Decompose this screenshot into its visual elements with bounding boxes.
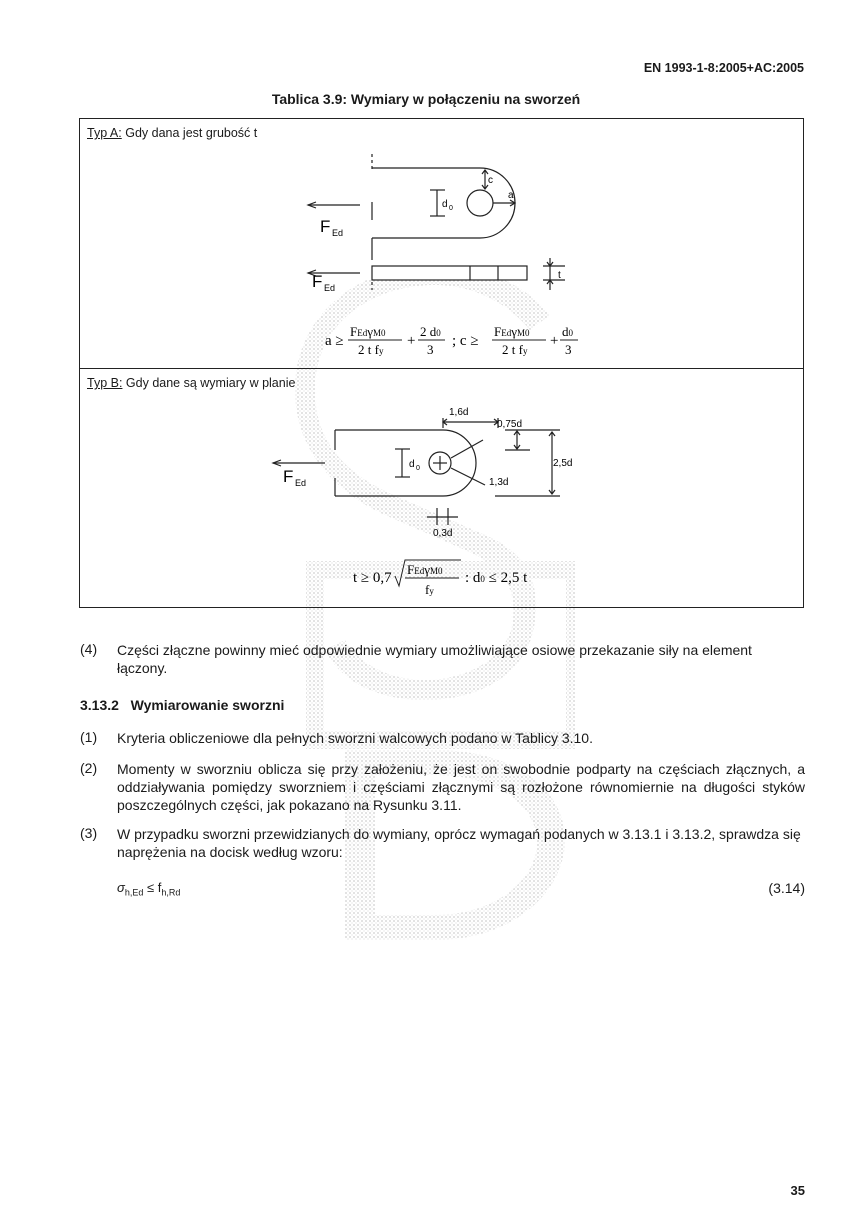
eq-rhs: f (157, 880, 162, 895)
force-sub-b: Ed (295, 478, 307, 488)
svg-text:FEdγM0: FEdγM0 (350, 324, 386, 339)
para-2-text: Momenty w sworzniu oblicza się przy założeniu, że jest on swobodnie podparty na częściach złącznych, a oddziaływania pomiędzy sworzniem i częściami złącznymi są rozłożone równomiernie na długości styków poszczególnych części, jak pokazano na Rysunku 3.11. (117, 761, 805, 813)
svg-text:: d0 ≤ 2,5 t: : d0 ≤ 2,5 t (465, 570, 528, 586)
type-a-text: Gdy dana jest grubość t (125, 126, 258, 140)
eq-lhs: σ (117, 880, 125, 895)
dim-0-3-label: 0,3d (433, 528, 453, 539)
table-title: Tablica 3.9: Wymiary w połączeniu na sworzeń (271, 91, 581, 107)
dim-t-label: t (558, 270, 561, 281)
type-b-formula (353, 560, 528, 597)
equation-3-14 (117, 880, 180, 898)
type-b-heading (87, 376, 295, 390)
svg-text:a ≥: a ≥ (325, 333, 344, 349)
dim-d0-b-sub: 0 (416, 465, 420, 472)
svg-text:3: 3 (565, 342, 572, 357)
dim-0-75-label: 0,75d (497, 419, 523, 430)
dim-c-label: c (488, 175, 493, 186)
svg-text:2 d0: 2 d0 (420, 324, 441, 339)
dim-a-label: a (508, 190, 514, 201)
dim-d0-sub: 0 (449, 205, 453, 212)
para-4-text: Części złączne powinny mieć odpowiednie wymiary umożliwiające osiowe przekazanie siły na element łączony. (117, 642, 752, 676)
svg-text:+: + (550, 333, 559, 349)
type-a-label: Typ A: (87, 126, 122, 140)
svg-text:2 t fy: 2 t fy (502, 342, 528, 357)
force-label-a: F (320, 217, 331, 236)
dim-2-5-label: 2,5d (553, 458, 573, 469)
standard-number: EN 1993-1-8:2005+AC:2005 (643, 61, 804, 75)
svg-text:+: + (407, 333, 416, 349)
section-number: 3.13.2 (80, 697, 119, 713)
svg-text:2 t fy: 2 t fy (358, 342, 384, 357)
svg-text:t ≥ 0,7: t ≥ 0,7 (353, 570, 392, 586)
force-label-a2: F (312, 272, 323, 291)
equation-number: (3.14) (768, 880, 805, 896)
type-a-formula (325, 324, 578, 357)
svg-text:FEdγM0: FEdγM0 (494, 324, 530, 339)
dim-1-3-label: 1,3d (489, 477, 509, 488)
table-divider (79, 368, 804, 369)
svg-text:fy: fy (425, 582, 434, 597)
para-4-number: (4) (80, 641, 98, 657)
eq-lhs-sub: h,Ed (124, 887, 144, 898)
type-b-text: Gdy dane są wymiary w planie (125, 376, 296, 390)
force-sub-a: Ed (332, 228, 344, 238)
para-3-text: W przypadku sworzni przewidzianych do wymiany, oprócz wymagań podanych w 3.13.1 i 3.13.2, sprawdza się naprężenia na docisk według wzoru: (117, 826, 801, 860)
force-sub-a2: Ed (324, 283, 336, 293)
svg-text:FEdγM0: FEdγM0 (407, 562, 443, 577)
svg-text:; c ≥: ; c ≥ (452, 333, 479, 349)
type-a-diagram (280, 150, 590, 365)
type-a-heading (87, 126, 257, 140)
dim-1-6-label: 1,6d (449, 407, 469, 418)
page-number: 35 (790, 1183, 805, 1198)
eq-rel: ≤ (146, 880, 155, 895)
dim-d0-b-label: d (409, 459, 415, 470)
section-title: Wymiarowanie sworzni (130, 697, 285, 713)
para-2-number: (2) (80, 760, 98, 776)
type-b-diagram (265, 400, 605, 605)
dim-d0-label: d (442, 199, 448, 210)
eq-rhs-sub: h,Rd (161, 887, 181, 898)
type-b-label: Typ B: (87, 376, 123, 390)
para-1-text: Kryteria obliczeniowe dla pełnych sworzni walcowych podano w Tablicy 3.10. (117, 730, 593, 746)
svg-text:3: 3 (427, 342, 434, 357)
svg-text:d0: d0 (562, 324, 573, 339)
para-3-number: (3) (80, 825, 98, 841)
section-heading (80, 697, 284, 713)
para-1-number: (1) (80, 729, 98, 745)
force-label-b: F (283, 467, 294, 486)
